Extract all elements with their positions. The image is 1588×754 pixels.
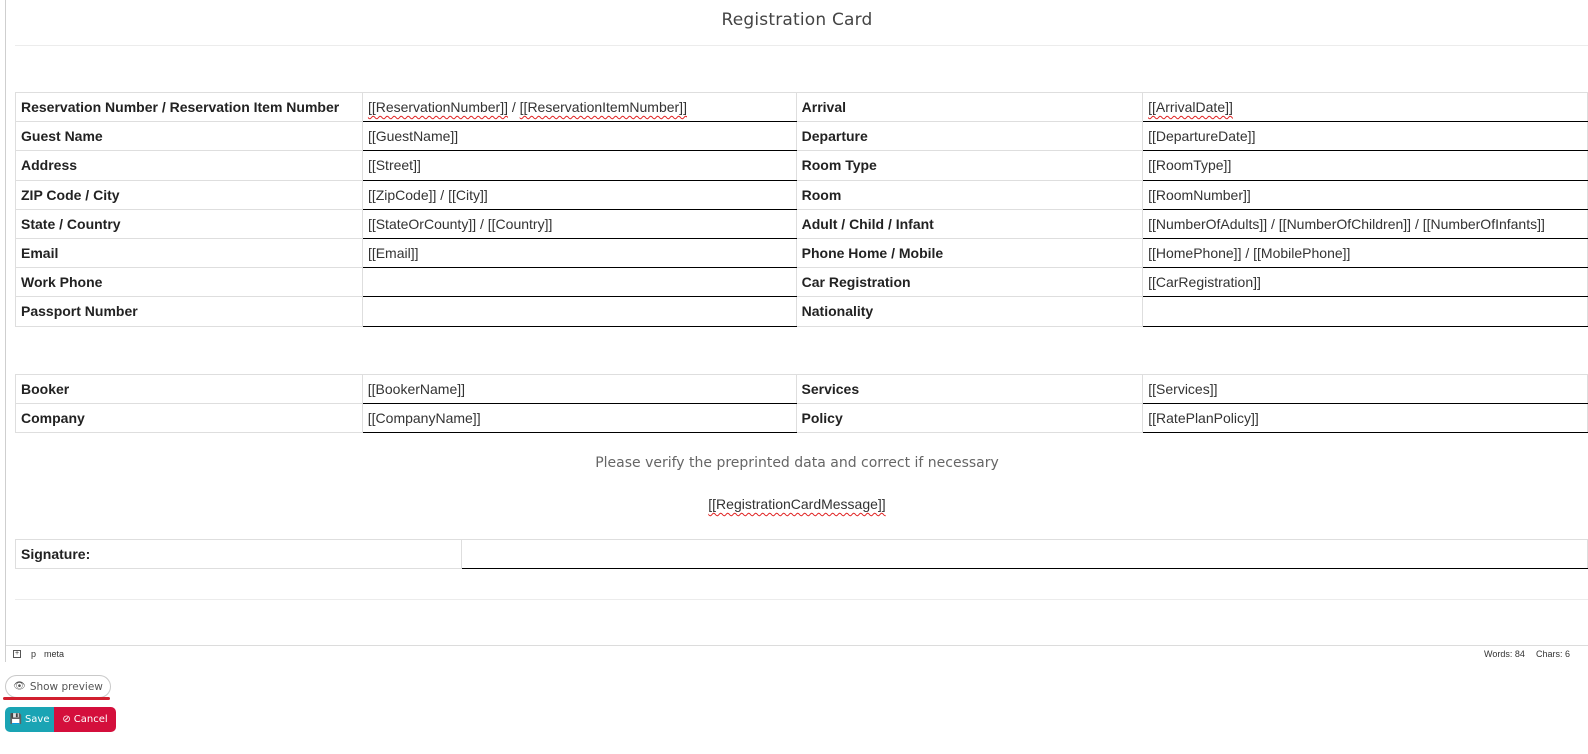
signature-row: [16, 540, 1588, 569]
field-label: Room: [796, 180, 1142, 209]
placeholder-token: [[Street]]: [367, 157, 421, 174]
element-path-icon[interactable]: +: [14, 650, 20, 657]
form-row: [16, 151, 1588, 180]
editor-statusbar: [6, 645, 1588, 662]
field-value[interactable]: [362, 268, 796, 297]
field-value[interactable]: [1143, 180, 1588, 209]
form-row: [16, 180, 1588, 209]
page-title: Registration Card: [721, 10, 873, 30]
field-value[interactable]: [1143, 151, 1588, 180]
guest-details-table: [15, 92, 1588, 327]
editor-area[interactable]: [5, 0, 1588, 662]
field-label: Services: [796, 375, 1143, 404]
placeholder-token: [[BookerName]]: [367, 381, 466, 398]
field-value[interactable]: [362, 180, 796, 209]
eye-icon: 👁: [13, 681, 26, 692]
element-path-meta[interactable]: meta: [44, 649, 65, 659]
form-row: [16, 297, 1588, 326]
placeholder-token: [[HomePhone]] / [[MobilePhone]]: [1148, 245, 1351, 262]
placeholder-token: [[NumberOfAdults]] / [[NumberOfChildren]] / [[NumberOfInfants]]: [1148, 215, 1545, 232]
field-label: Phone Home / Mobile: [796, 238, 1142, 267]
registration-message: [[RegistrationCardMessage]]: [708, 496, 886, 512]
field-label: Booker: [16, 375, 363, 404]
placeholder-token: [[DepartureDate]]: [1148, 128, 1256, 145]
field-value[interactable]: [362, 297, 796, 326]
form-row: [16, 122, 1588, 151]
field-label: State / Country: [16, 209, 363, 238]
placeholder-token: /: [508, 99, 520, 116]
preview-underline: [3, 697, 110, 700]
placeholder-token: [[GuestName]]: [367, 128, 459, 145]
show-preview-label: Show preview: [29, 680, 103, 693]
field-value[interactable]: [1143, 209, 1588, 238]
field-label: Reservation Number / Reservation Item Number: [16, 93, 363, 122]
placeholder-token: [[ZipCode]] / [[City]]: [367, 186, 488, 203]
field-label: Guest Name: [16, 122, 363, 151]
form-row: [16, 93, 1588, 122]
field-value[interactable]: [1143, 297, 1588, 326]
field-label: Nationality: [796, 297, 1142, 326]
field-value[interactable]: [362, 209, 796, 238]
field-value[interactable]: [362, 122, 796, 151]
form-row: [16, 375, 1588, 404]
floppy-disk-icon: 💾: [9, 714, 22, 725]
placeholder-token: [[Services]]: [1148, 381, 1218, 398]
save-label: Save: [24, 714, 50, 725]
field-label: Address: [16, 151, 363, 180]
placeholder-token: [[ArrivalDate]]: [1148, 99, 1233, 116]
field-value[interactable]: [1143, 268, 1588, 297]
booking-details-table: [15, 374, 1588, 433]
field-label: Company: [16, 404, 363, 433]
field-label: Work Phone: [16, 268, 363, 297]
save-button[interactable]: [5, 707, 54, 732]
field-value[interactable]: [1143, 375, 1588, 404]
divider: [15, 45, 1588, 46]
field-value[interactable]: [362, 404, 796, 433]
field-value[interactable]: [362, 93, 796, 122]
field-label: ZIP Code / City: [16, 180, 363, 209]
char-count: Chars: 6: [1536, 649, 1571, 659]
show-preview-button[interactable]: [5, 675, 111, 698]
placeholder-token: [[ReservationItemNumber]]: [519, 99, 687, 116]
field-value[interactable]: [362, 151, 796, 180]
field-value[interactable]: [1143, 404, 1588, 433]
field-value[interactable]: [1143, 122, 1588, 151]
placeholder-token: [[RoomType]]: [1148, 157, 1232, 174]
verify-notice: Please verify the preprinted data and correct if necessary: [595, 455, 999, 471]
form-row: [16, 404, 1588, 433]
placeholder-token: [[ReservationNumber]]: [367, 99, 508, 116]
divider: [15, 599, 1588, 600]
placeholder-token: [[CarRegistration]]: [1148, 274, 1261, 291]
word-count: Words: 84: [1484, 649, 1525, 659]
field-label: Passport Number: [16, 297, 363, 326]
signature-label: Signature:: [16, 540, 462, 569]
ban-icon: ⊘: [62, 714, 71, 725]
cancel-button[interactable]: [54, 707, 116, 732]
form-row: [16, 209, 1588, 238]
signature-table: [15, 539, 1588, 569]
placeholder-token: [[StateOrCounty]] / [[Country]]: [367, 215, 553, 232]
placeholder-token: [[RoomNumber]]: [1148, 186, 1251, 203]
field-value[interactable]: [362, 238, 796, 267]
placeholder-token: [[RatePlanPolicy]]: [1148, 410, 1259, 427]
field-value[interactable]: [1143, 238, 1588, 267]
placeholder-token: [[Email]]: [367, 245, 419, 262]
field-label: Room Type: [796, 151, 1142, 180]
field-label: Policy: [796, 404, 1143, 433]
signature-field[interactable]: [461, 540, 1587, 569]
form-row: [16, 268, 1588, 297]
element-path-p[interactable]: p: [31, 649, 37, 659]
field-value[interactable]: [1143, 93, 1588, 122]
field-label: Adult / Child / Infant: [796, 209, 1142, 238]
form-row: [16, 238, 1588, 267]
cancel-label: Cancel: [73, 714, 108, 725]
field-label: Arrival: [796, 93, 1142, 122]
field-label: Car Registration: [796, 268, 1142, 297]
field-label: Departure: [796, 122, 1142, 151]
field-label: Email: [16, 238, 363, 267]
placeholder-token: [[CompanyName]]: [367, 410, 481, 427]
field-value[interactable]: [362, 375, 796, 404]
